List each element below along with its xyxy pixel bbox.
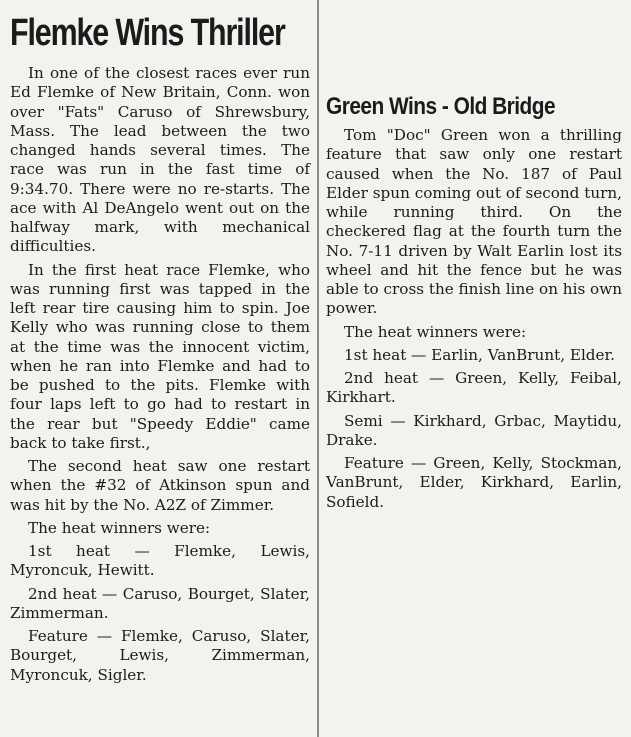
left-headline: Flemke Wins Thriller [10,12,285,54]
right-winners-intro: The heat winners were: [344,322,527,341]
right-headline: Green Wins - Old Bridge [326,93,556,120]
column-rule [317,0,319,737]
left-winners-intro: The heat winners were: [28,518,211,537]
left-result-3: Feature — Flemke, Caruso, Slater, Bourget, Lewis, Zimmerman, Myroncuk, Sigler. [10,627,310,684]
right-result-4: Feature — Green, Kelly, Stockman, VanBrunt, Elder, Kirkhard, Earlin, Sofield. [326,454,622,511]
left-result-2: 2nd heat — Caruso, Bourget, Slater, Zimmerman. [10,584,310,622]
left-result-1: 1st heat — Flemke, Lewis, Myroncuk, Hewitt. [10,542,310,580]
right-result-3: Semi — Kirkhard, Grbac, Maytidu, Drake. [326,411,622,449]
left-paragraph-3: The second heat saw one restart when the #32 of Atkinson spun and was hit by the No. A2Z of Zimmer. [10,457,310,514]
left-paragraph-2: In the first heat race Flemke, who was running first was tapped in the left rear tire causing him to spin. Joe Kelly who was running close to them at the time was the innocent victim, when he ran into Flemke and had to be pushed to the pits. Flemke with four laps left to go had to restart in the rear but "Speedy Eddie" came back to take first., [10,260,310,452]
left-paragraph-1: In one of the closest races ever run Ed Flemke of New Britain, Conn. won over "Fats" Caruso of Shrewsbury, Mass. The lead between the two changed hands several times. The race was run in the fast time of 9:34.70. There were no re-starts. The ace with Al DeAngelo went out on the halfway mark, with mechanical difficulties. [10,64,310,256]
right-article [326,92,622,516]
left-article [10,4,310,689]
right-result-2: 2nd heat — Green, Kelly, Feibal, Kirkhart. [326,369,622,407]
right-paragraph-1: Tom "Doc" Green won a thrilling feature that saw only one restart caused when the No. 187 of Paul Elder spun coming out of second turn, while running third. On the checkered flag at the fourth turn the No. 7-11 driven by Walt Earlin lost its wheel and hit the fence but he was able to cross the finish line on his own power. [326,126,622,318]
right-result-1: 1st heat — Earlin, VanBrunt, Elder. [344,345,615,364]
